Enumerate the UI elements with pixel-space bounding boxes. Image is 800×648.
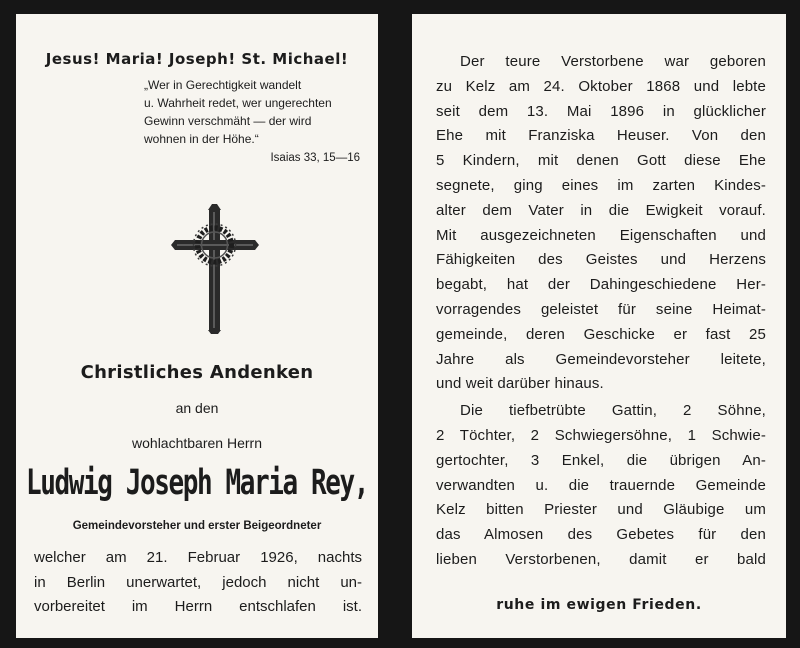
text-line: in Berlin unerwartet, jedoch nicht un- (34, 573, 362, 591)
text-line: Die tiefbetrübte Gattin, 2 Söhne, (460, 402, 766, 420)
deceased-name: Ludwig Joseph Maria Rey, (25, 463, 369, 504)
cross-with-wreath-icon (171, 204, 259, 334)
card-title: Christliches Andenken (80, 362, 314, 383)
biography-text (436, 50, 766, 573)
text-line: Jahre als Gemeindevorsteher leitete, (436, 350, 766, 368)
text-line: vorbereitet im Herrn entschlafen ist. (34, 598, 362, 615)
text-line: vorragendes geleistet für seine Heimat- (436, 300, 766, 318)
honorific-text: wohlachtbaren Herrn (132, 435, 262, 451)
text-line: 5 Kindern, mit denen Gott diese Ehe (436, 152, 766, 170)
quote-line: wohnen in der Höhe.“ (144, 132, 259, 146)
an-den-text: an den (175, 400, 219, 416)
text-line: seit dem 13. Mai 1896 in glücklicher (436, 102, 766, 120)
quote-line: „Wer in Gerechtigkeit wandelt (144, 78, 302, 92)
text-line: segnete, ging eines im zarten Kindes- (436, 176, 766, 194)
text-line: zu Kelz am 24. Oktober 1868 und lebte (436, 77, 766, 95)
memorial-card-back (412, 14, 786, 638)
text-line: Kelz bitten Priester und Gläubige um (436, 501, 766, 519)
text-line: gertochter, 3 Enkel, die übrigen An- (436, 451, 766, 469)
text-line: 2 Töchter, 2 Schwiegersöhne, 1 Schwie- (436, 426, 766, 444)
text-line: Mit ausgezeichneten Eigenschaften und (436, 226, 766, 244)
quote-reference: Isaias 33, 15—16 (270, 152, 360, 164)
text-line: das Almosen des Gebetes für den (436, 526, 766, 544)
invocation-heading: Jesus! Maria! Joseph! St. Michael! (45, 50, 349, 68)
text-line: verwandten u. die trauernde Gemeinde (436, 476, 766, 494)
scripture-quote (144, 76, 360, 148)
office-title: Gemeindevorsteher und erster Beigeordneter (72, 520, 322, 532)
text-line: und weit darüber hinaus. (436, 375, 604, 393)
text-line: alter dem Vater in die Ewigkeit vorauf. (436, 201, 766, 219)
quote-line: Gewinn verschmäht — der wird (144, 114, 312, 128)
text-line: begabt, hat der Dahingeschiedene Her- (436, 276, 766, 294)
quote-line: u. Wahrheit redet, wer ungerechten (144, 96, 332, 110)
memorial-card-front (16, 14, 378, 638)
text-line: Der teure Verstorbene war geboren (460, 53, 766, 70)
text-line: welcher am 21. Februar 1926, nachts (34, 549, 362, 566)
closing-line: ruhe im ewigen Frieden. (496, 597, 702, 613)
text-line: lieben Verstorbenen, damit er bald (436, 550, 766, 568)
text-line: Ehe mit Franziska Heuser. Von den (436, 127, 766, 145)
text-line: gemeinde, deren Geschicke er fast 25 (436, 325, 766, 343)
death-notice-text (34, 546, 362, 620)
text-line: Fähigkeiten des Geistes und Herzens (436, 251, 766, 269)
